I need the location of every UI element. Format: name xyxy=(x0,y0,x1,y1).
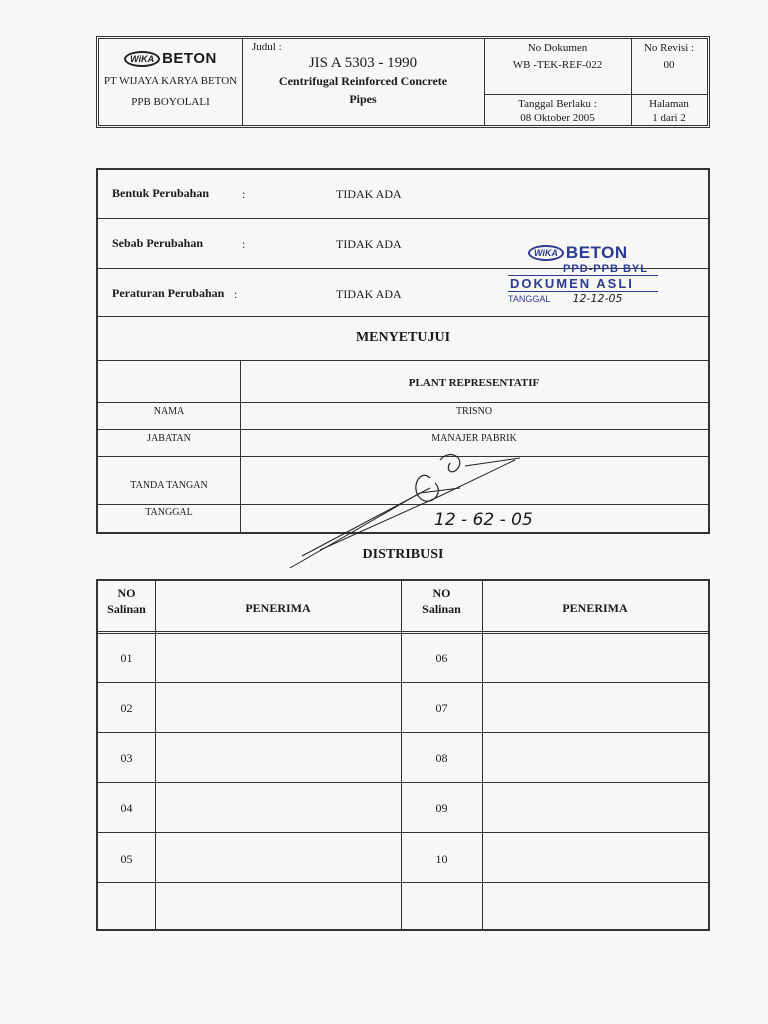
page-label: Halaman xyxy=(649,98,689,110)
change-form-label: Bentuk Perubahan xyxy=(112,186,210,200)
stamp-date-label: TANGGAL xyxy=(508,294,551,304)
position-label: JABATAN xyxy=(147,433,191,444)
doc-no-label: No Dokumen xyxy=(527,42,588,54)
change-reason-colon: : xyxy=(242,237,246,251)
document-title-line1: Centrifugal Reinforced Concrete xyxy=(278,74,448,88)
copy-no-09: 09 xyxy=(435,801,448,815)
copy-no-04: 04 xyxy=(120,801,133,815)
col-recipient-header-left: PENERIMA xyxy=(245,601,311,615)
approval-heading: MENYETUJUI xyxy=(355,330,451,345)
document-title-line2: Pipes xyxy=(349,92,377,106)
rev-value: 00 xyxy=(663,59,675,71)
stamp-logo-word: BETON xyxy=(565,243,628,262)
change-rule-colon: : xyxy=(234,287,238,301)
logo-mark: WiKA xyxy=(124,51,160,67)
company-cell xyxy=(99,39,243,125)
judul-label: Judul : xyxy=(252,41,282,53)
document-header xyxy=(96,36,710,128)
col-no-header-right xyxy=(401,585,482,617)
doc-no-value: WB -TEK-REF-022 xyxy=(512,59,603,71)
change-rule-label: Peraturan Perubahan xyxy=(112,286,225,300)
col-no-line2: Salinan xyxy=(107,602,146,616)
copy-no-06: 06 xyxy=(435,651,448,665)
col-no-line1: NO xyxy=(117,586,136,600)
change-form-colon: : xyxy=(242,187,246,201)
branch-name: PPB BOYOLALI xyxy=(131,96,210,108)
stamp-line3 xyxy=(508,292,658,305)
copy-no-05: 05 xyxy=(120,852,133,866)
date-label: Tanggal Berlaku : xyxy=(518,98,597,110)
col-recipient-header-right: PENERIMA xyxy=(562,601,628,615)
stamp-date-value: 12-12-05 xyxy=(572,292,623,305)
change-rule-value: TIDAK ADA xyxy=(336,287,402,301)
date-label-approval: TANGGAL xyxy=(145,507,193,518)
distribution-heading: DISTRIBUSI xyxy=(362,547,444,562)
plant-rep-header: PLANT REPRESENTATIF xyxy=(408,377,540,389)
stamp-logo xyxy=(528,243,628,263)
page-value: 1 dari 2 xyxy=(652,112,686,124)
logo-word: BETON xyxy=(162,50,217,67)
stamp-line2: DOKUMEN ASLI xyxy=(508,276,658,292)
name-value: TRISNO xyxy=(455,406,493,417)
col-no-header-left xyxy=(98,585,155,617)
copy-no-07: 07 xyxy=(435,701,448,715)
copy-no-02: 02 xyxy=(120,701,133,715)
rev-label: No Revisi : xyxy=(643,42,695,54)
col-no-line2-right: Salinan xyxy=(422,602,461,616)
stamp-line1: PPD-PPB BYL xyxy=(508,263,658,276)
copy-no-01: 01 xyxy=(120,651,133,665)
col-no-line1-right: NO xyxy=(432,586,451,600)
original-document-stamp xyxy=(508,243,658,305)
handwritten-date: 12 - 62 - 05 xyxy=(434,510,533,530)
wika-beton-logo xyxy=(124,50,217,67)
title-cell xyxy=(242,39,485,125)
copy-no-03: 03 xyxy=(120,751,133,765)
standard-code: JIS A 5303 - 1990 xyxy=(308,55,418,71)
change-form-value: TIDAK ADA xyxy=(336,187,402,201)
name-label: NAMA xyxy=(153,406,185,417)
date-value: 08 Oktober 2005 xyxy=(520,112,595,124)
distribution-table xyxy=(96,579,710,931)
copy-no-08: 08 xyxy=(435,751,448,765)
copy-no-10: 10 xyxy=(435,852,448,866)
change-reason-label: Sebab Perubahan xyxy=(112,236,204,250)
doc-number-cell xyxy=(484,39,632,125)
position-value: MANAJER PABRIK xyxy=(431,433,517,444)
change-reason-value: TIDAK ADA xyxy=(336,237,402,251)
signature-label: TANDA TANGAN xyxy=(130,480,208,491)
revision-cell xyxy=(631,39,707,125)
stamp-logo-mark: WiKA xyxy=(528,245,564,261)
company-name: PT WIJAYA KARYA BETON xyxy=(103,75,238,87)
